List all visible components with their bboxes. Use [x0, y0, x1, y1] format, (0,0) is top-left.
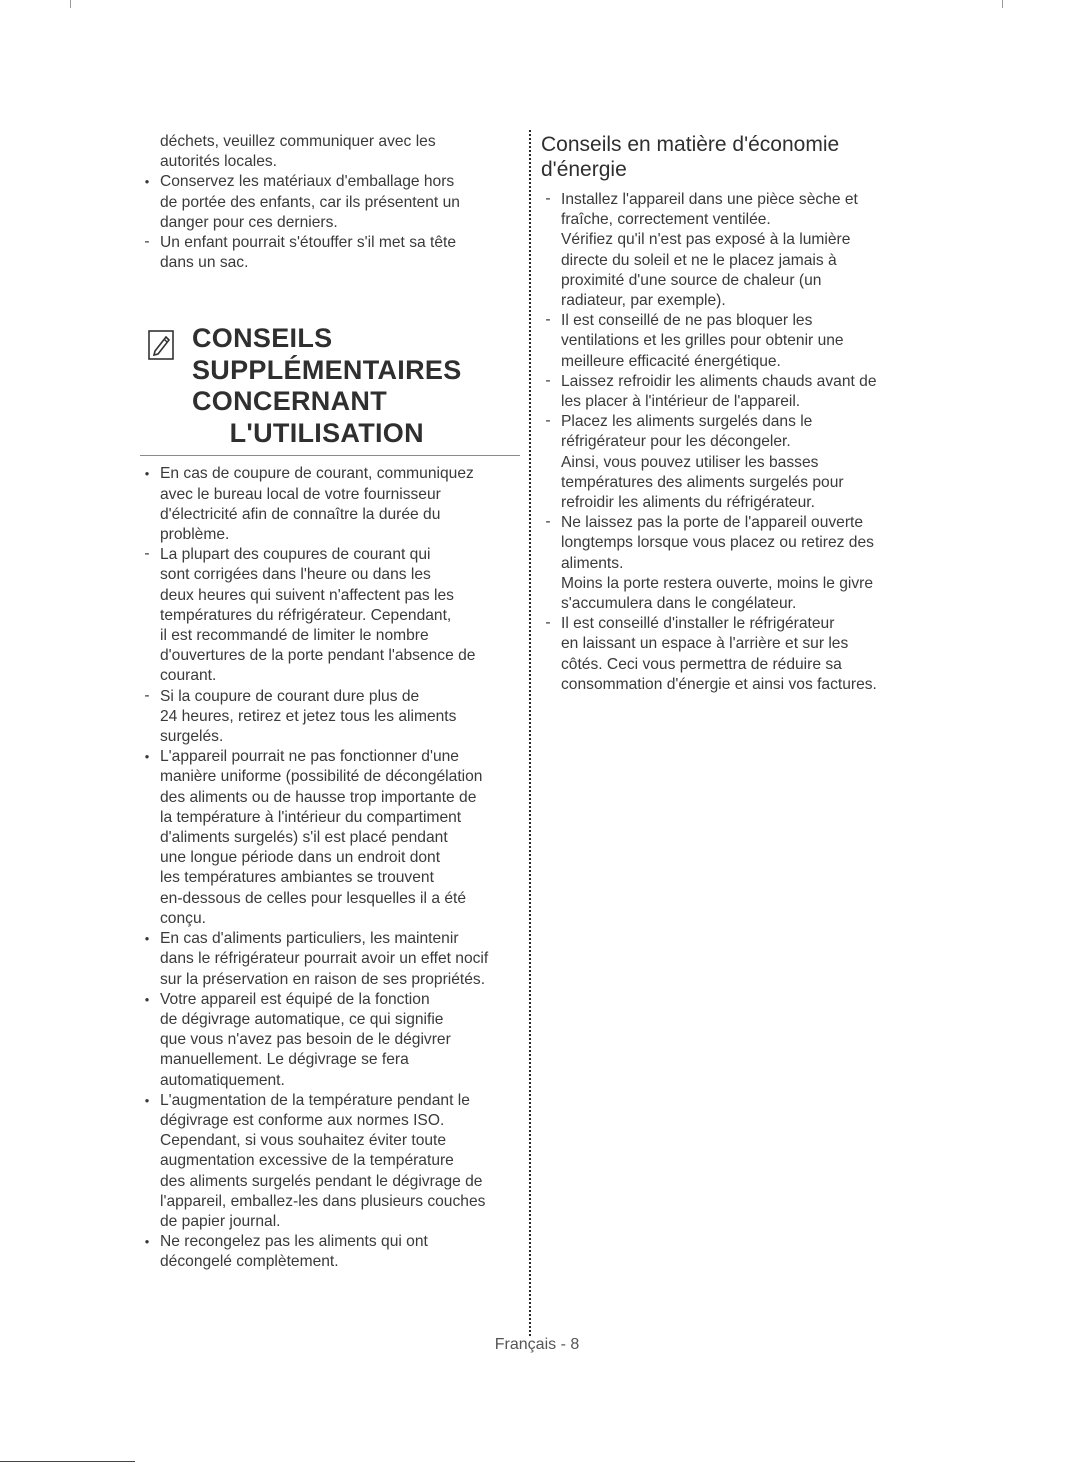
section-header [140, 323, 520, 456]
intro-dash-item [140, 233, 520, 273]
list-item-text: Placez les aliments surgelés dans le réfrigérateur pour les décongeler. Ainsi, vous pouvez utiliser les basses températures des aliments surgelés pour refroidir les aliments du réfrigérateur. [561, 413, 844, 512]
dash-icon: - [545, 412, 551, 430]
energy-tips-list [541, 190, 941, 695]
list-item-text: Il est conseillé de ne pas bloquer les ventilations et les grilles pour obtenir une meilleure efficacité énergétique. [561, 312, 844, 370]
page-number: Français - 8 [494, 1336, 580, 1353]
bullet-icon [140, 464, 154, 486]
list-item-text: Votre appareil est équipé de la fonction de dégivrage automatique, ce qui signifie que vous n'avez pas besoin de le dégivrer manuellement. Le dégivrage se fera automatiquement. [160, 990, 451, 1089]
section-title-line: L'UTILISATION [229, 417, 424, 448]
energy-title-line: d'énergie [541, 158, 627, 181]
energy-section-title [541, 132, 941, 182]
bullet-icon [140, 1091, 154, 1113]
dash-icon: - [545, 190, 551, 207]
dash-icon: - [545, 513, 551, 531]
list-item [541, 190, 941, 311]
bullet-icon [140, 1232, 154, 1254]
bullet-icon [140, 990, 154, 1012]
page-footer [0, 1336, 1074, 1354]
section-title-line: SUPPLÉMENTAIRES [192, 354, 462, 385]
note-icon [146, 329, 178, 361]
list-item [140, 545, 520, 686]
section-title-line: CONSEILS [192, 323, 333, 354]
section-title-line: CONCERNANT [192, 386, 387, 417]
list-item-text: L'appareil pourrait ne pas fonctionner d'une manière uniforme (possibilité de décongélation des aliments ou de hausse trop importante de la température à l'intérieur du compartiment d'aliments surgelés) s'il est placé pendant une longue période dans un endroit dont les températures ambiantes se trouvent en-dessous de celles pour lesquelles il a été conçu. [160, 748, 483, 927]
list-item-text: Si la coupure de courant dure plus de 24 heures, retirez et jetez tous les aliments surgelés. [160, 687, 457, 746]
list-item-text: Ne recongelez pas les aliments qui ont décongelé complètement. [160, 1233, 428, 1271]
list-item [541, 412, 941, 513]
dash-icon: - [144, 233, 150, 251]
list-item [140, 929, 520, 990]
energy-title-line: Conseils en matière d'économie [541, 133, 840, 156]
intro-list [140, 132, 520, 273]
list-item [541, 513, 941, 614]
list-item [541, 614, 941, 695]
list-item [541, 311, 941, 372]
crop-mark-top-left [70, 0, 71, 8]
dash-icon: - [545, 311, 551, 329]
intro-bullet-item [140, 172, 520, 233]
dash-icon: - [545, 614, 551, 632]
list-item [140, 1091, 520, 1232]
list-item [140, 990, 520, 1091]
list-item-text: L'augmentation de la température pendant le dégivrage est conforme aux normes ISO. Cependant, si vous souhaitez éviter toute augmentation excessive de la température des aliments surgelés pendant le dégivrage de l'appareil, emballez-les dans plusieurs couches de papier journal. [160, 1091, 486, 1230]
crop-mark-bottom-left [0, 1461, 135, 1462]
dash-icon: - [545, 371, 551, 389]
list-item [140, 687, 520, 748]
usage-tips-list [140, 464, 520, 1272]
left-column [140, 132, 520, 1273]
dash-icon: - [144, 545, 150, 563]
list-item-text: Un enfant pourrait s'étouffer s'il met sa tête dans un sac. [160, 234, 457, 272]
list-item-text: En cas de coupure de courant, communiquez avec le bureau local de votre fournisseur d'électricité afin de connaître la durée du problème. [160, 465, 474, 544]
bullet-icon [140, 929, 154, 951]
dash-icon: - [144, 686, 150, 704]
list-item [140, 1232, 520, 1272]
list-item-text: Conservez les matériaux d'emballage hors de portée des enfants, car ils présentent un danger pour ces derniers. [160, 173, 460, 231]
list-item-text: Ne laissez pas la porte de l'appareil ouverte longtemps lorsque vous placez ou retirez des aliments. Moins la porte restera ouverte, moins le givre s'accumulera dans le congélateur. [561, 514, 874, 613]
column-divider [529, 130, 531, 1336]
section-title [192, 323, 462, 449]
list-item-text: Il est conseillé d'installer le réfrigérateur en laissant un espace à l'arrière et sur les côtés. Ceci vous permettra de réduire sa consommation d'énergie et ainsi vos factures. [561, 615, 877, 693]
list-item [140, 747, 520, 929]
list-item-text: Laissez refroidir les aliments chauds avant de les placer à l'intérieur de l'appareil. [561, 372, 877, 411]
list-item-text: En cas d'aliments particuliers, les maintenir dans le réfrigérateur pourrait avoir un effet nocif sur la préservation en raison de ses propriétés. [160, 930, 489, 988]
bullet-icon [140, 172, 154, 194]
list-item [140, 464, 520, 545]
list-item-text: La plupart des coupures de courant qui sont corrigées dans l'heure ou dans les deux heures qui suivent n'affectent pas les températures du réfrigérateur. Cependant, il est recommandé de limiter le nombre d'ouvertures de la porte pendant l'absence de courant. [160, 546, 476, 685]
list-item [541, 372, 941, 412]
right-column [541, 132, 941, 695]
crop-mark-top-right [1002, 0, 1003, 8]
intro-continuation: déchets, veuillez communiquer avec les autorités locales. [160, 133, 436, 171]
list-item-text: Installez l'appareil dans une pièce sèche et fraîche, correctement ventilée. Vérifiez qu'il n'est pas exposé à la lumière directe du soleil et ne le placez jamais à proximité d'une source de chaleur (un radiateur, par exemple). [561, 191, 858, 310]
bullet-icon [140, 747, 154, 769]
